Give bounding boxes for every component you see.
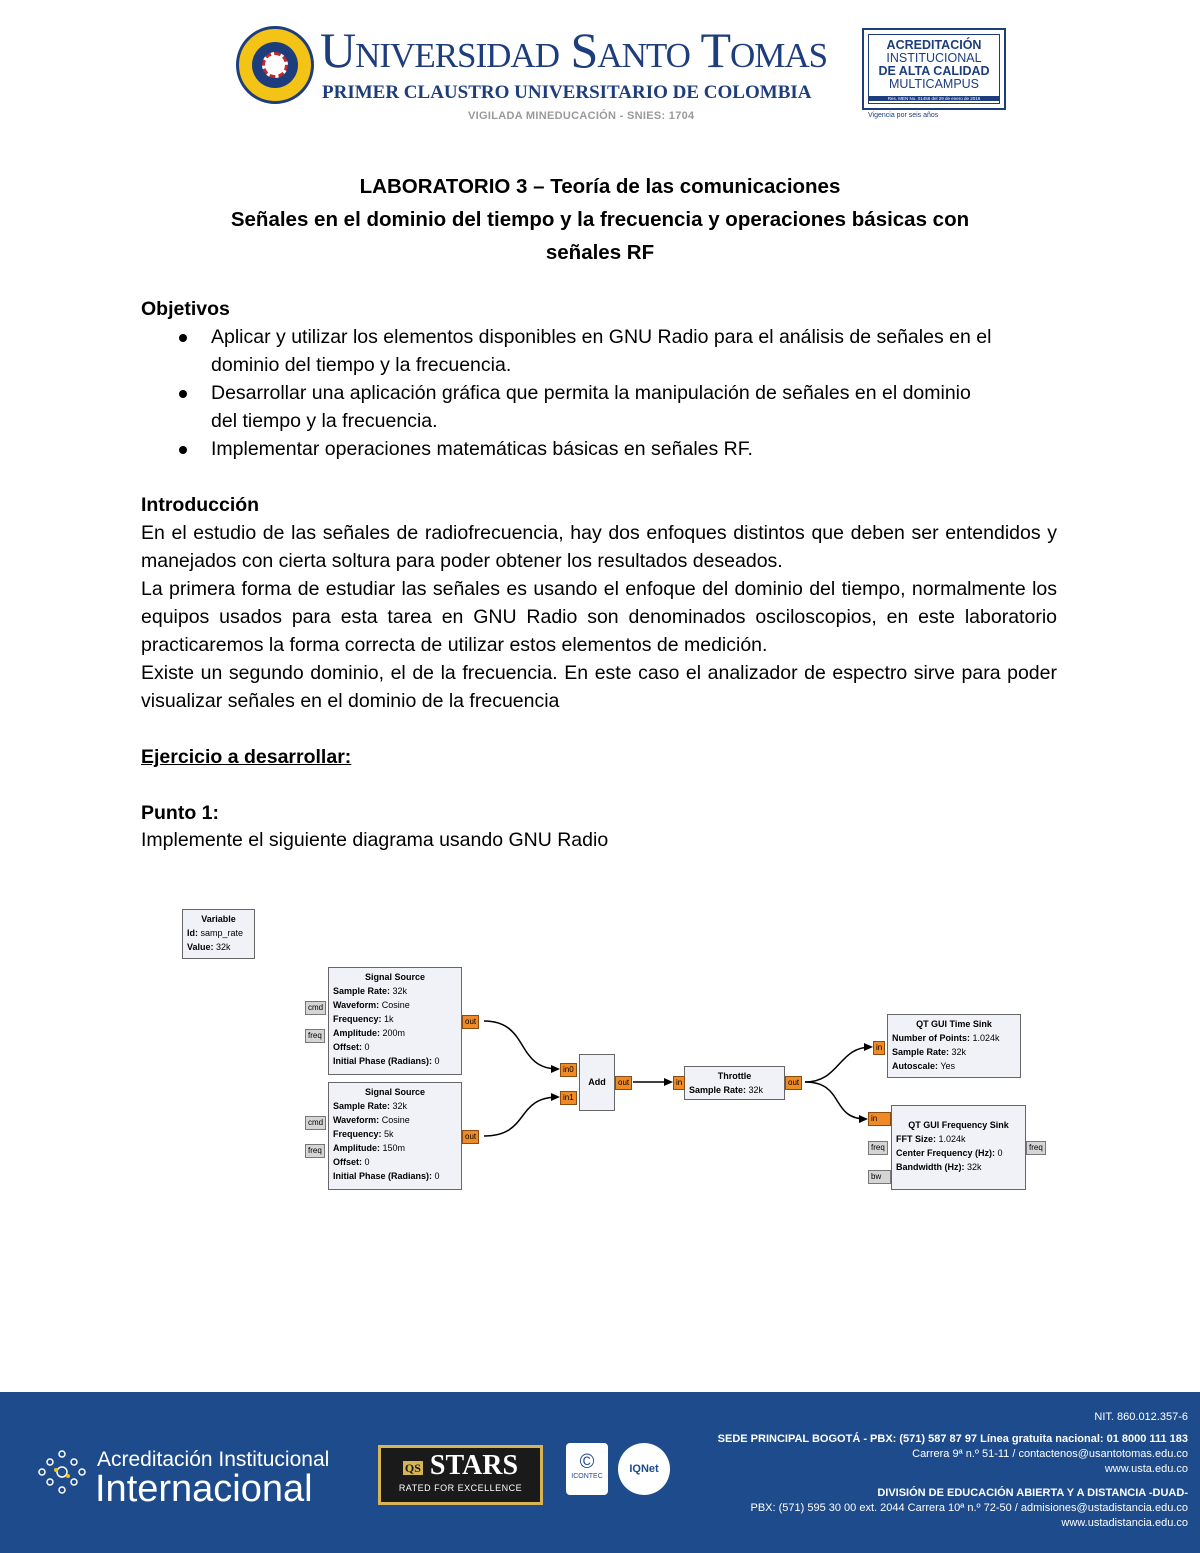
footer-nit: NIT. 860.012.357-6 xyxy=(1094,1411,1188,1423)
objective-1-line2: dominio del tiempo y la frecuencia. xyxy=(211,354,512,376)
add-title: Add xyxy=(588,1077,606,1087)
param-value: 0 xyxy=(364,1157,370,1167)
param-value: Cosine xyxy=(381,1115,410,1125)
param-key: FFT Size: xyxy=(896,1134,936,1144)
param-value: 0 xyxy=(997,1148,1003,1158)
param-key: Initial Phase (Radians): xyxy=(333,1171,433,1181)
throttle-block[interactable] xyxy=(684,1066,785,1100)
freq-sink-freq-out-port[interactable]: freq xyxy=(1026,1141,1046,1155)
param-key: Offset: xyxy=(333,1157,362,1167)
freq-sink-block[interactable] xyxy=(891,1105,1026,1190)
param-value: 32k xyxy=(967,1162,982,1172)
source1-cmd-port[interactable]: cmd xyxy=(305,1001,326,1015)
intro-heading: Introducción xyxy=(141,494,260,516)
document-subtitle-line2: señales RF xyxy=(545,241,655,264)
accreditation-line3: DE ALTA CALIDAD xyxy=(878,64,990,78)
throttle-title: Throttle xyxy=(717,1071,752,1081)
intro-paragraph-1: En el estudio de las señales de radiofrecuencia, hay dos enfoques distintos que deben ser entendidos y manejados con cierta soltura para poder obtener los resultados deseados. xyxy=(141,522,1057,572)
source2-out-port[interactable]: out xyxy=(462,1130,479,1144)
throttle-in-port[interactable]: in xyxy=(673,1076,685,1090)
qs-label: QS xyxy=(404,1460,421,1475)
param-value: 0 xyxy=(364,1042,370,1052)
variable-value-value: 32k xyxy=(216,942,231,952)
accreditation-line1: ACREDITACIÓN xyxy=(886,38,982,52)
source1-freq-port[interactable]: freq xyxy=(305,1029,325,1043)
objectives-heading: Objetivos xyxy=(141,298,230,320)
param-key: Frequency: xyxy=(333,1129,382,1139)
signal-source-2-title: Signal Source xyxy=(364,1087,426,1097)
param-value: 200m xyxy=(382,1028,406,1038)
footer-duad-pbx: PBX: (571) 595 30 00 ext. 2044 Carrera 10ª n.º 72-50 / admisiones@ustadistancia.edu.co xyxy=(750,1502,1188,1514)
param-key: Sample Rate: xyxy=(333,1101,391,1111)
signal-source-1-title: Signal Source xyxy=(364,972,426,982)
connection-source2-add xyxy=(484,1097,558,1136)
param-key: Sample Rate: xyxy=(333,986,391,996)
add-out-port[interactable]: out xyxy=(615,1076,632,1090)
exercise-heading: Ejercicio a desarrollar: xyxy=(141,746,352,768)
param-value: 150m xyxy=(382,1143,406,1153)
arrow-head xyxy=(551,1065,560,1073)
param-key: Sample Rate: xyxy=(689,1085,747,1095)
source2-cmd-port[interactable]: cmd xyxy=(305,1116,326,1130)
param-key: Waveform: xyxy=(333,1115,380,1125)
signal-source-2-block[interactable] xyxy=(328,1082,462,1190)
time-sink-block[interactable] xyxy=(887,1014,1021,1078)
param-value: 32k xyxy=(392,986,408,996)
variable-id-label: Id: xyxy=(187,928,198,938)
qs-stars-logo xyxy=(378,1445,543,1505)
cert-label: ICONTEC xyxy=(571,1473,603,1480)
footer-sede-address: Carrera 9ª n.º 51-11 / contactenos@usantotomas.edu.co xyxy=(912,1448,1188,1460)
time-sink-in-port[interactable]: in xyxy=(873,1041,885,1055)
param-key: Initial Phase (Radians): xyxy=(333,1056,433,1066)
point1-heading: Punto 1: xyxy=(141,802,219,824)
param-value: 32k xyxy=(392,1101,408,1111)
add-in1-port[interactable]: in1 xyxy=(560,1091,577,1105)
objective-3-line1: Implementar operaciones matemáticas básicas en señales RF. xyxy=(211,438,753,460)
stars-label: STARS xyxy=(429,1450,519,1481)
param-value: 32k xyxy=(748,1085,764,1095)
university-name: Universidad Santo Tomas xyxy=(320,22,828,78)
time-sink-title: QT GUI Time Sink xyxy=(916,1019,992,1029)
freq-sink-freq-in-port[interactable]: freq xyxy=(868,1141,888,1155)
objective-2-line1: Desarrollar una aplicación gráfica que permita la manipulación de señales en el dominio xyxy=(211,382,971,404)
param-value: 0 xyxy=(434,1056,440,1066)
iqnet-logo: IQNet xyxy=(618,1443,670,1495)
param-key: Waveform: xyxy=(333,1000,380,1010)
source2-freq-port[interactable]: freq xyxy=(305,1144,325,1158)
param-value: 32k xyxy=(951,1047,967,1057)
connection-throttle-freqsink xyxy=(805,1082,866,1119)
param-key: Number of Points: xyxy=(892,1033,970,1043)
objective-1-line1: Aplicar y utilizar los elementos disponibles en GNU Radio para el análisis de señales en el xyxy=(211,326,992,348)
signal-source-1-block[interactable] xyxy=(328,967,462,1075)
source1-out-port[interactable]: out xyxy=(462,1015,479,1029)
param-key: Bandwidth (Hz): xyxy=(896,1162,965,1172)
acreditacion-dots-icon xyxy=(30,1440,94,1504)
freq-sink-bw-port[interactable]: bw xyxy=(868,1170,891,1184)
param-key: Amplitude: xyxy=(333,1143,380,1153)
intro-paragraph-2: La primera forma de estudiar las señales es usando el enfoque del dominio del tiempo, normalmente los equipos usados para esta tarea en GNU Radio son denominados osciloscopios, en este laboratorio practicaremos la forma correcta de utilizar estos elementos de medición. xyxy=(141,578,1057,656)
freq-sink-title: QT GUI Frequency Sink xyxy=(908,1120,1009,1130)
footer-sede: SEDE PRINCIPAL BOGOTÁ - PBX: (571) 587 87 97 Línea gratuita nacional: 01 8000 111 183 xyxy=(717,1433,1188,1445)
param-key: Amplitude: xyxy=(333,1028,380,1038)
intro-paragraph-3: Existe un segundo dominio, el de la frecuencia. En este caso el analizador de espectro sirve para poder visualizar señales en el dominio de la frecuencia xyxy=(141,662,1057,712)
footer-duad-web[interactable]: www.ustadistancia.edu.co xyxy=(1061,1517,1188,1529)
accreditation-line2: INSTITUCIONAL xyxy=(886,51,982,65)
param-key: Frequency: xyxy=(333,1014,382,1024)
variable-title: Variable xyxy=(201,914,236,924)
arrow-head xyxy=(859,1115,868,1123)
arrow-head xyxy=(664,1078,673,1086)
arrow-head xyxy=(551,1093,560,1101)
vigilada-note: VIGILADA MINEDUCACIÓN - SNIES: 1704 xyxy=(468,110,695,122)
param-value: Yes xyxy=(940,1061,956,1071)
param-key: Sample Rate: xyxy=(892,1047,950,1057)
param-value: 5k xyxy=(384,1129,394,1139)
param-value: 1.024k xyxy=(938,1134,966,1144)
accreditation-validity: Vigencia por seis años xyxy=(868,112,939,119)
variable-id-value: samp_rate xyxy=(200,928,244,938)
param-value: 1k xyxy=(384,1014,394,1024)
freq-sink-in-port[interactable]: in xyxy=(868,1112,891,1126)
connection-throttle-timesink xyxy=(805,1047,871,1082)
university-subtitle: PRIMER CLAUSTRO UNIVERSITARIO DE COLOMBIA xyxy=(322,82,812,103)
param-value: Cosine xyxy=(381,1000,410,1010)
footer-acreditacion-line2: Internacional xyxy=(95,1468,313,1510)
param-key: Offset: xyxy=(333,1042,362,1052)
icontec-cert-logo: © ICONTEC xyxy=(566,1443,608,1495)
point1-text: Implemente el siguiente diagrama usando GNU Radio xyxy=(141,829,609,851)
footer-sede-web[interactable]: www.usta.edu.co xyxy=(1104,1463,1188,1475)
param-key: Autoscale: xyxy=(892,1061,939,1071)
accreditation-line4: MULTICAMPUS xyxy=(888,77,980,91)
objective-2-line2: del tiempo y la frecuencia. xyxy=(211,410,438,432)
variable-value-label: Value: xyxy=(187,942,214,952)
arrow-head xyxy=(864,1043,873,1051)
add-in0-port[interactable]: in0 xyxy=(560,1063,577,1077)
footer-duad: DIVISIÓN DE EDUCACIÓN ABIERTA Y A DISTANCIA -DUAD- xyxy=(877,1487,1188,1499)
param-value: 0 xyxy=(434,1171,440,1181)
variable-block[interactable] xyxy=(182,909,255,959)
footer-acreditacion-line1: Acreditación Institucional xyxy=(97,1448,330,1471)
accreditation-resolution: Res. MEN No. 01456 del 29 de enero de 2016 xyxy=(869,96,999,101)
document-title: LABORATORIO 3 – Teoría de las comunicaciones xyxy=(359,175,841,198)
stars-tagline: RATED FOR EXCELLENCE xyxy=(398,1482,523,1493)
add-block[interactable] xyxy=(579,1054,615,1111)
connection-source1-add xyxy=(484,1021,558,1069)
document-subtitle-line1: Señales en el dominio del tiempo y la frecuencia y operaciones básicas con xyxy=(230,208,970,231)
param-key: Center Frequency (Hz): xyxy=(896,1148,996,1158)
param-value: 1.024k xyxy=(972,1033,1000,1043)
throttle-out-port[interactable]: out xyxy=(785,1076,802,1090)
